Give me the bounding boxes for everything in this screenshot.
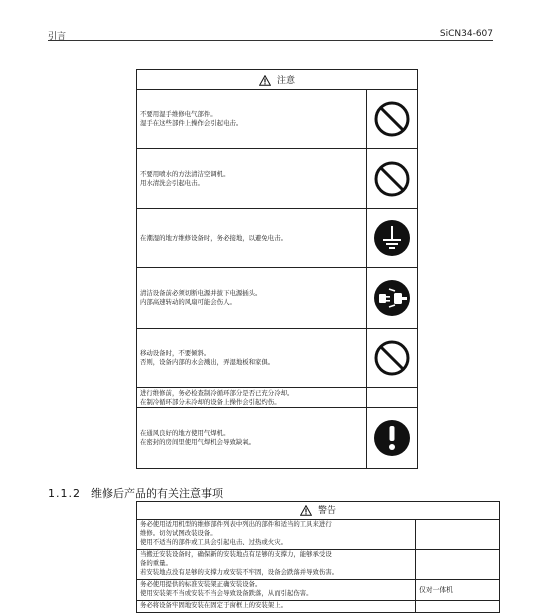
warning-row-note: [416, 520, 500, 550]
caution-row: [137, 329, 418, 388]
warning-row: [137, 580, 500, 601]
caution-row-icon: [366, 268, 417, 329]
warning-line: 备的重量。: [140, 559, 172, 567]
warning-line: 当搬迁安装设备时，确保新的安装地点有足够的支撑力，能够承受设: [140, 550, 332, 558]
ground-icon: [373, 219, 411, 257]
warning-line: 若安装地点没有足够的支撑力或安装不牢固，设备会跌落并导致伤害。: [140, 568, 339, 576]
caution-line: 内部高速转动的风扇可能会伤人。: [140, 298, 236, 306]
caution-line: 在潮湿的地方维修设备时，务必接地，以避免电击。: [140, 233, 287, 242]
caution-line: 在密封的房间里使用气焊机会导致缺氧。: [140, 438, 256, 446]
caution-row-icon: [366, 408, 417, 469]
caution-line: 清洁设备前必须切断电源并拔下电源插头。: [140, 289, 262, 297]
caution-line: 在制冷循环部分未冷却的设备上操作会引起灼伤。: [140, 397, 281, 406]
warning-line: 务必使用适用机型的维修部件列表中列出的部件和适当的工具来进行: [140, 520, 332, 528]
warning-row-text: [137, 550, 416, 580]
exclamation-icon: [373, 419, 411, 457]
header-left: 引言: [48, 32, 67, 42]
caution-row-text: [137, 90, 367, 149]
caution-row: [137, 388, 418, 408]
caution-row-icon-empty: [366, 388, 417, 408]
caution-row-text: [137, 388, 367, 408]
warning-table: [136, 501, 500, 613]
warning-line: 使用安装架不当或安装不当会导致设备跌落，从而引起伤害。: [140, 589, 313, 597]
caution-row-text: [137, 149, 367, 209]
header-right: SiCN34-607: [439, 29, 493, 39]
warning-title: 警告: [317, 506, 336, 516]
caution-line: 进行维修前，务必检查制冷循环部分是否已充分冷却。: [140, 388, 294, 397]
caution-line: 不要用喷水的方法清洁空调机。: [140, 169, 230, 178]
prohibition-icon: [373, 160, 411, 198]
warning-line: 务必使用提供的标准安装架正确安装设备。: [140, 580, 262, 588]
caution-line: 在通风良好的地方使用气焊机。: [140, 429, 230, 437]
unplug-icon: [373, 279, 411, 317]
section-heading: [48, 485, 223, 501]
caution-row-icon: [366, 90, 417, 149]
caution-header: [137, 70, 418, 90]
caution-row-icon: [366, 209, 417, 268]
caution-line: 移动设备时，不要倾斜。: [140, 349, 211, 357]
caution-row-icon: [366, 329, 417, 388]
warning-line: 维修。切勿试图改装设备。: [140, 529, 217, 537]
warning-line: 使用不适当的部件或工具会引起电击、过热或火灾。: [140, 538, 287, 546]
section-title: 维修后产品的有关注意事项: [91, 487, 223, 500]
header-rule: [48, 40, 493, 41]
caution-row: [137, 209, 418, 268]
caution-line: 用水清洗会引起电击。: [140, 178, 204, 187]
caution-row: [137, 149, 418, 209]
warning-row-text: [137, 580, 416, 601]
prohibition-icon: [373, 339, 411, 377]
warning-row-note: [416, 550, 500, 580]
caution-row: [137, 408, 418, 469]
caution-line: 否则，设备内部的水会溅出，弄湿地板和家俱。: [140, 358, 275, 366]
warning-row-note: 仅对一体机: [416, 580, 500, 601]
warning-triangle-icon: [300, 505, 312, 516]
caution-row-text: [137, 268, 367, 329]
caution-row-text: [137, 329, 367, 388]
warning-header: [137, 502, 500, 520]
caution-title: 注意: [276, 76, 295, 86]
caution-line: 不要用湿手维修电气部件。: [140, 110, 217, 118]
warning-row: [137, 520, 500, 550]
section-number: 1.1.2: [48, 487, 81, 500]
caution-row-icon: [366, 149, 417, 209]
caution-table: [136, 69, 418, 469]
warning-row: [137, 550, 500, 580]
warning-triangle-icon: [259, 75, 271, 86]
caution-row-text: [137, 209, 367, 268]
caution-row: [137, 90, 418, 149]
warning-line: 务必将设备牢固地安装在固定于窗框上的安装架上。: [140, 601, 287, 609]
warning-row-text: [137, 520, 416, 550]
caution-line: 湿手在这些部件上操作会引起电击。: [140, 119, 243, 127]
prohibition-icon: [373, 100, 411, 138]
caution-row: [137, 268, 418, 329]
caution-row-text: [137, 408, 367, 469]
